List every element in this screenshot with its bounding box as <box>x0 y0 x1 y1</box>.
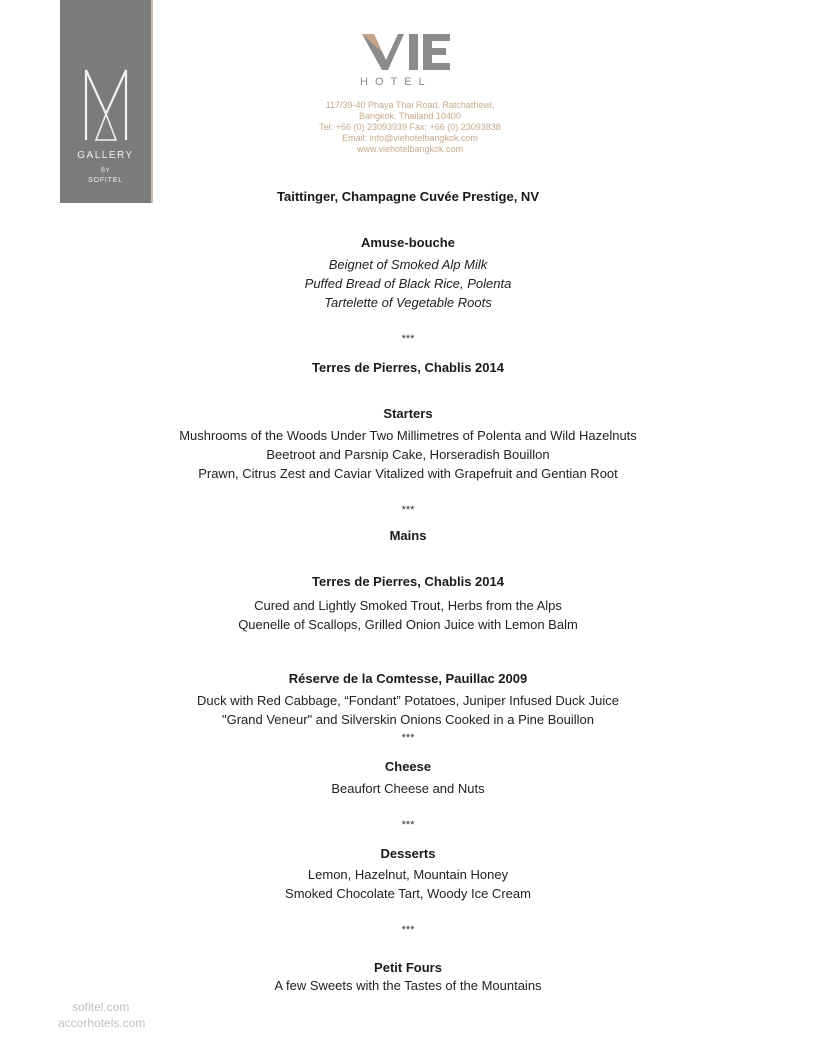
menu-item: Puffed Bread of Black Rice, Polenta <box>304 276 512 291</box>
separator: *** <box>401 504 415 516</box>
mains-title: Mains <box>389 528 427 543</box>
menu-item: Tartelette of Vegetable Roots <box>324 295 492 310</box>
opening-wine: Taittinger, Champagne Cuvée Prestige, NV <box>277 189 539 204</box>
starters-wine: Terres de Pierres, Chablis 2014 <box>312 360 504 375</box>
menu-item: Mushrooms of the Woods Under Two Millimetres of Polenta and Wild Hazelnuts <box>179 428 637 443</box>
menu-item: A few Sweets with the Tastes of the Mountains <box>274 978 542 993</box>
menu-item: "Grand Veneur" and Silverskin Onions Cooked in a Pine Bouillon <box>221 712 594 727</box>
hotel-wordmark: HOTEL <box>360 76 432 88</box>
separator: *** <box>401 819 415 831</box>
footer-links <box>58 999 145 1031</box>
separator: *** <box>401 333 415 345</box>
amuse-title: Amuse-bouche <box>361 235 455 250</box>
m-monogram-icon <box>82 64 130 144</box>
vie-hotel-logo <box>360 32 456 74</box>
menu-item: Prawn, Citrus Zest and Caviar Vitalized with Grapefruit and Gentian Root <box>198 466 618 481</box>
by-text: BY <box>100 168 110 174</box>
sofitel-text: SOFITEL <box>88 177 123 184</box>
menu-item: Cured and Lightly Smoked Trout, Herbs from the Alps <box>254 598 562 613</box>
hotel-address <box>300 100 520 155</box>
separator: *** <box>401 732 415 744</box>
separator: *** <box>401 924 415 936</box>
accorhotels-link: accorhotels.com <box>58 1016 146 1030</box>
phone-line: Tel: +66 (0) 23093939 Fax: +66 (0) 23093838 <box>319 122 501 132</box>
menu-item: Quenelle of Scallops, Grilled Onion Juice with Lemon Balm <box>238 617 578 632</box>
cheese-title: Cheese <box>384 759 432 774</box>
starters-title: Starters <box>383 406 433 421</box>
petit-fours-title: Petit Fours <box>374 960 442 975</box>
gallery-text: GALLERY <box>77 150 134 161</box>
email-line: Email: info@viehotelbangkok.com <box>342 133 478 143</box>
address-line: 117/39-40 Phaya Thai Road, Ratchathewi, <box>325 100 495 110</box>
mgallery-logo <box>60 0 153 203</box>
website-line: www.viehotelbangkok.com <box>356 144 464 154</box>
menu-item: Duck with Red Cabbage, “Fondant” Potatoes, Juniper Infused Duck Juice <box>196 693 619 708</box>
address-line: Bangkok, Thailand 10400 <box>359 111 461 121</box>
menu-item: Beaufort Cheese and Nuts <box>331 781 485 796</box>
desserts-title: Desserts <box>380 846 436 861</box>
sofitel-link: sofitel.com <box>72 1000 130 1014</box>
menu-item: Beignet of Smoked Alp Milk <box>328 257 488 272</box>
mains-wine-2: Réserve de la Comtesse, Pauillac 2009 <box>288 671 528 686</box>
mains-wine-1: Terres de Pierres, Chablis 2014 <box>312 574 504 589</box>
menu-item: Beetroot and Parsnip Cake, Horseradish Bouillon <box>266 447 550 462</box>
menu-item: Lemon, Hazelnut, Mountain Honey <box>307 867 509 882</box>
menu-item: Smoked Chocolate Tart, Woody Ice Cream <box>285 886 531 901</box>
